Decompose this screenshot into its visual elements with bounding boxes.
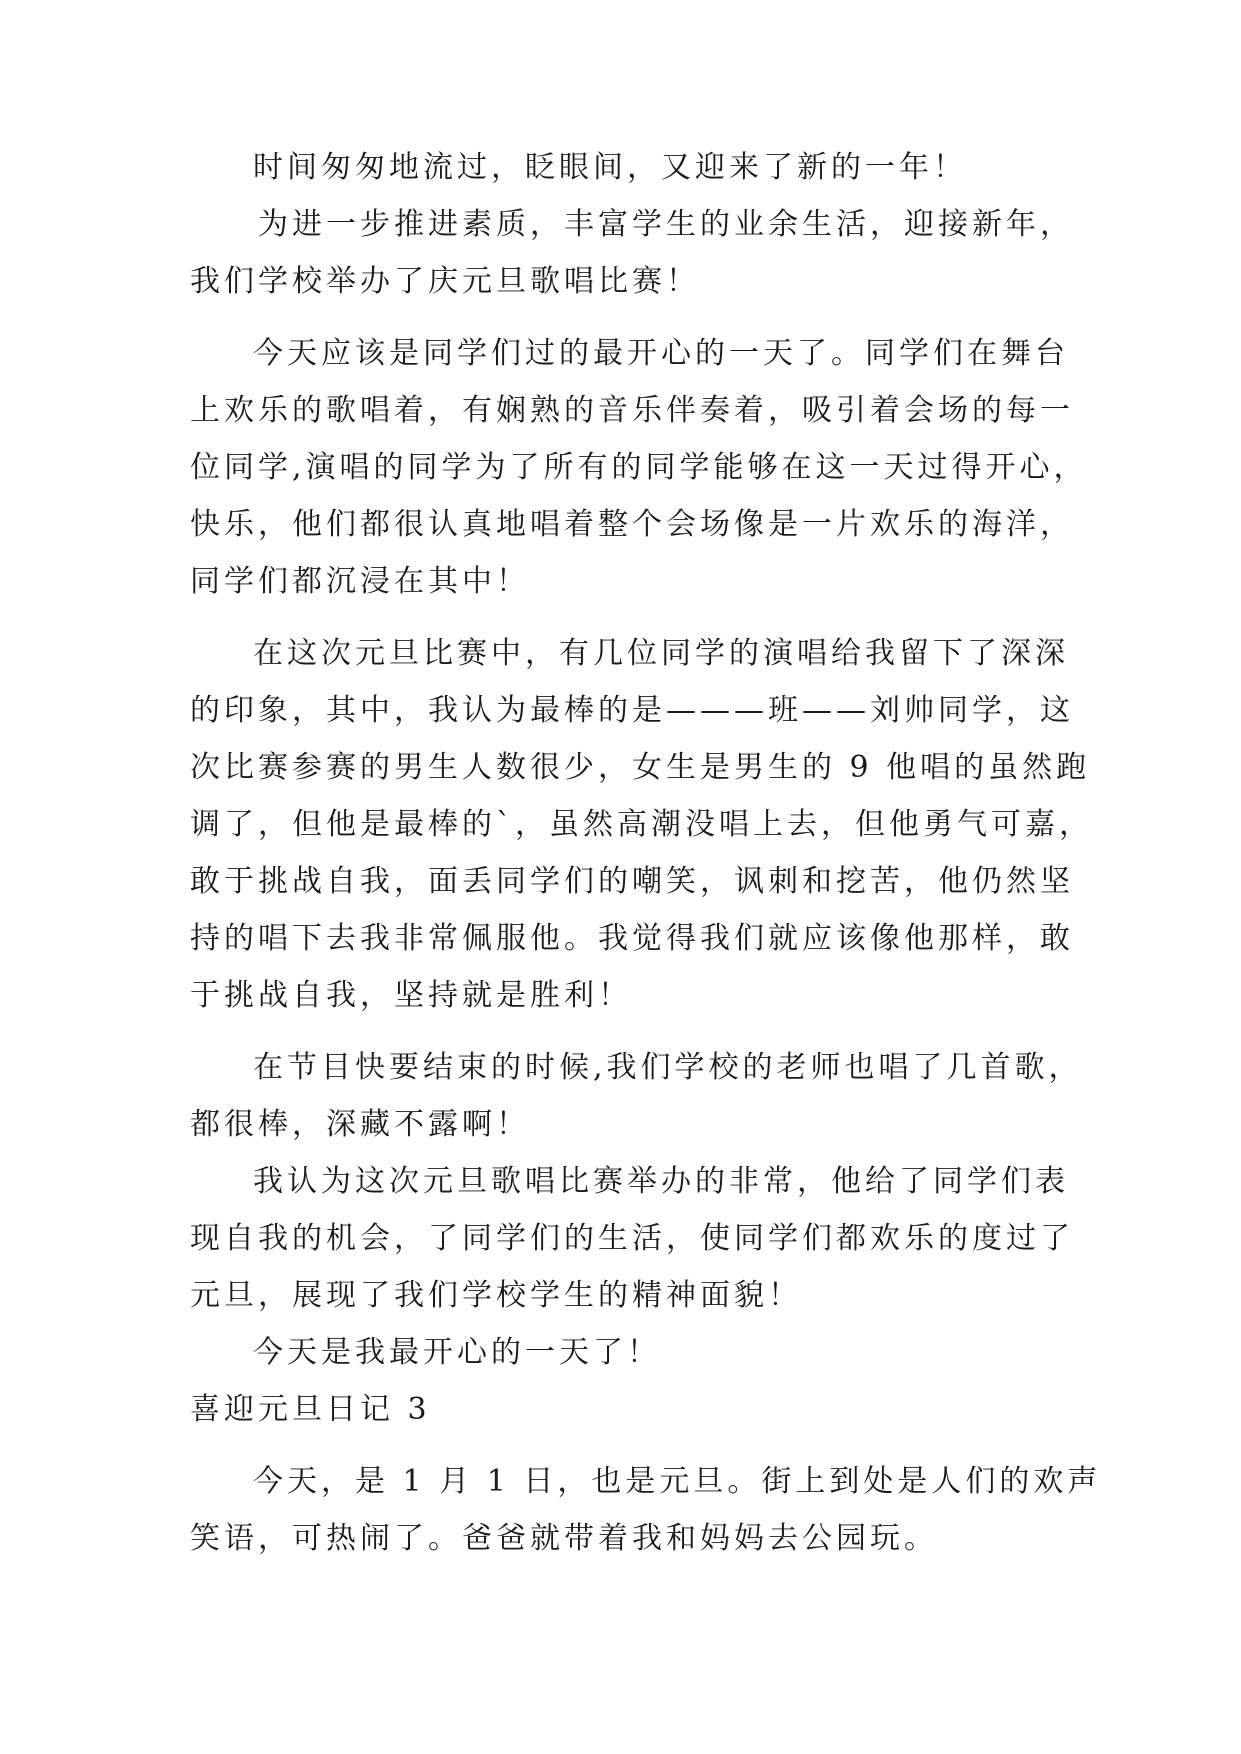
text-line: 持的唱下去我非常佩服他。我觉得我们就应该像他那样，敢: [190, 921, 1074, 956]
text-line: 同学们都沉浸在其中！: [190, 564, 530, 599]
text-line: 于挑战自我，坚持就是胜利！: [190, 978, 632, 1013]
text-line: 现自我的机会，了同学们的生活，使同学们都欢乐的度过了: [190, 1221, 1074, 1256]
text-line: 元旦，展现了我们学校学生的精神面貌！: [190, 1278, 802, 1313]
text-line: 时间匆匆地流过，眨眼间，又迎来了新的一年！: [253, 150, 967, 185]
text-line: 今天是我最开心的一天了！: [253, 1335, 661, 1370]
text-line: 位同学,演唱的同学为了所有的同学能够在这一天过得开心，: [190, 450, 1088, 485]
text-line: 今天，是 1 月 1 日，也是元旦。街上到处是人们的欢声: [253, 1464, 1102, 1499]
text-line: 在这次元旦比赛中，有几位同学的演唱给我留下了深深: [253, 636, 1069, 671]
text-line: 快乐，他们都很认真地唱着整个会场像是一片欢乐的海洋，: [190, 507, 1074, 542]
text-line: 敢于挑战自我，面丢同学们的嘲笑，讽刺和挖苦，他仍然坚: [190, 864, 1074, 899]
text-line: 的印象，其中，我认为最棒的是———班——刘帅同学，这: [190, 693, 1074, 728]
text-line: 在节目快要结束的时候,我们学校的老师也唱了几首歌，: [253, 1050, 1083, 1085]
text-line: 都很棒，深藏不露啊！: [190, 1107, 530, 1142]
text-line: 今天应该是同学们过的最开心的一天了。同学们在舞台: [253, 336, 1069, 371]
text-line: 我们学校举办了庆元旦歌唱比赛！: [190, 264, 700, 299]
text-line: 我认为这次元旦歌唱比赛举办的非常，他给了同学们表: [253, 1164, 1069, 1199]
text-line: 次比赛参赛的男生人数很少，女生是男生的 9 他唱的虽然跑: [190, 750, 1091, 785]
text-line: 上欢乐的歌唱着，有娴熟的音乐伴奏着，吸引着会场的每一: [190, 393, 1074, 428]
text-line: 为进一步推进素质，丰富学生的业余生活，迎接新年，: [258, 207, 1074, 242]
section-heading: 喜迎元旦日记 3: [190, 1392, 431, 1427]
text-line: 调了，但他是最棒的`，虽然高潮没唱上去，但他勇气可嘉，: [190, 807, 1093, 842]
text-line: 笑语，可热闹了。爸爸就带着我和妈妈去公园玩。: [190, 1521, 938, 1556]
